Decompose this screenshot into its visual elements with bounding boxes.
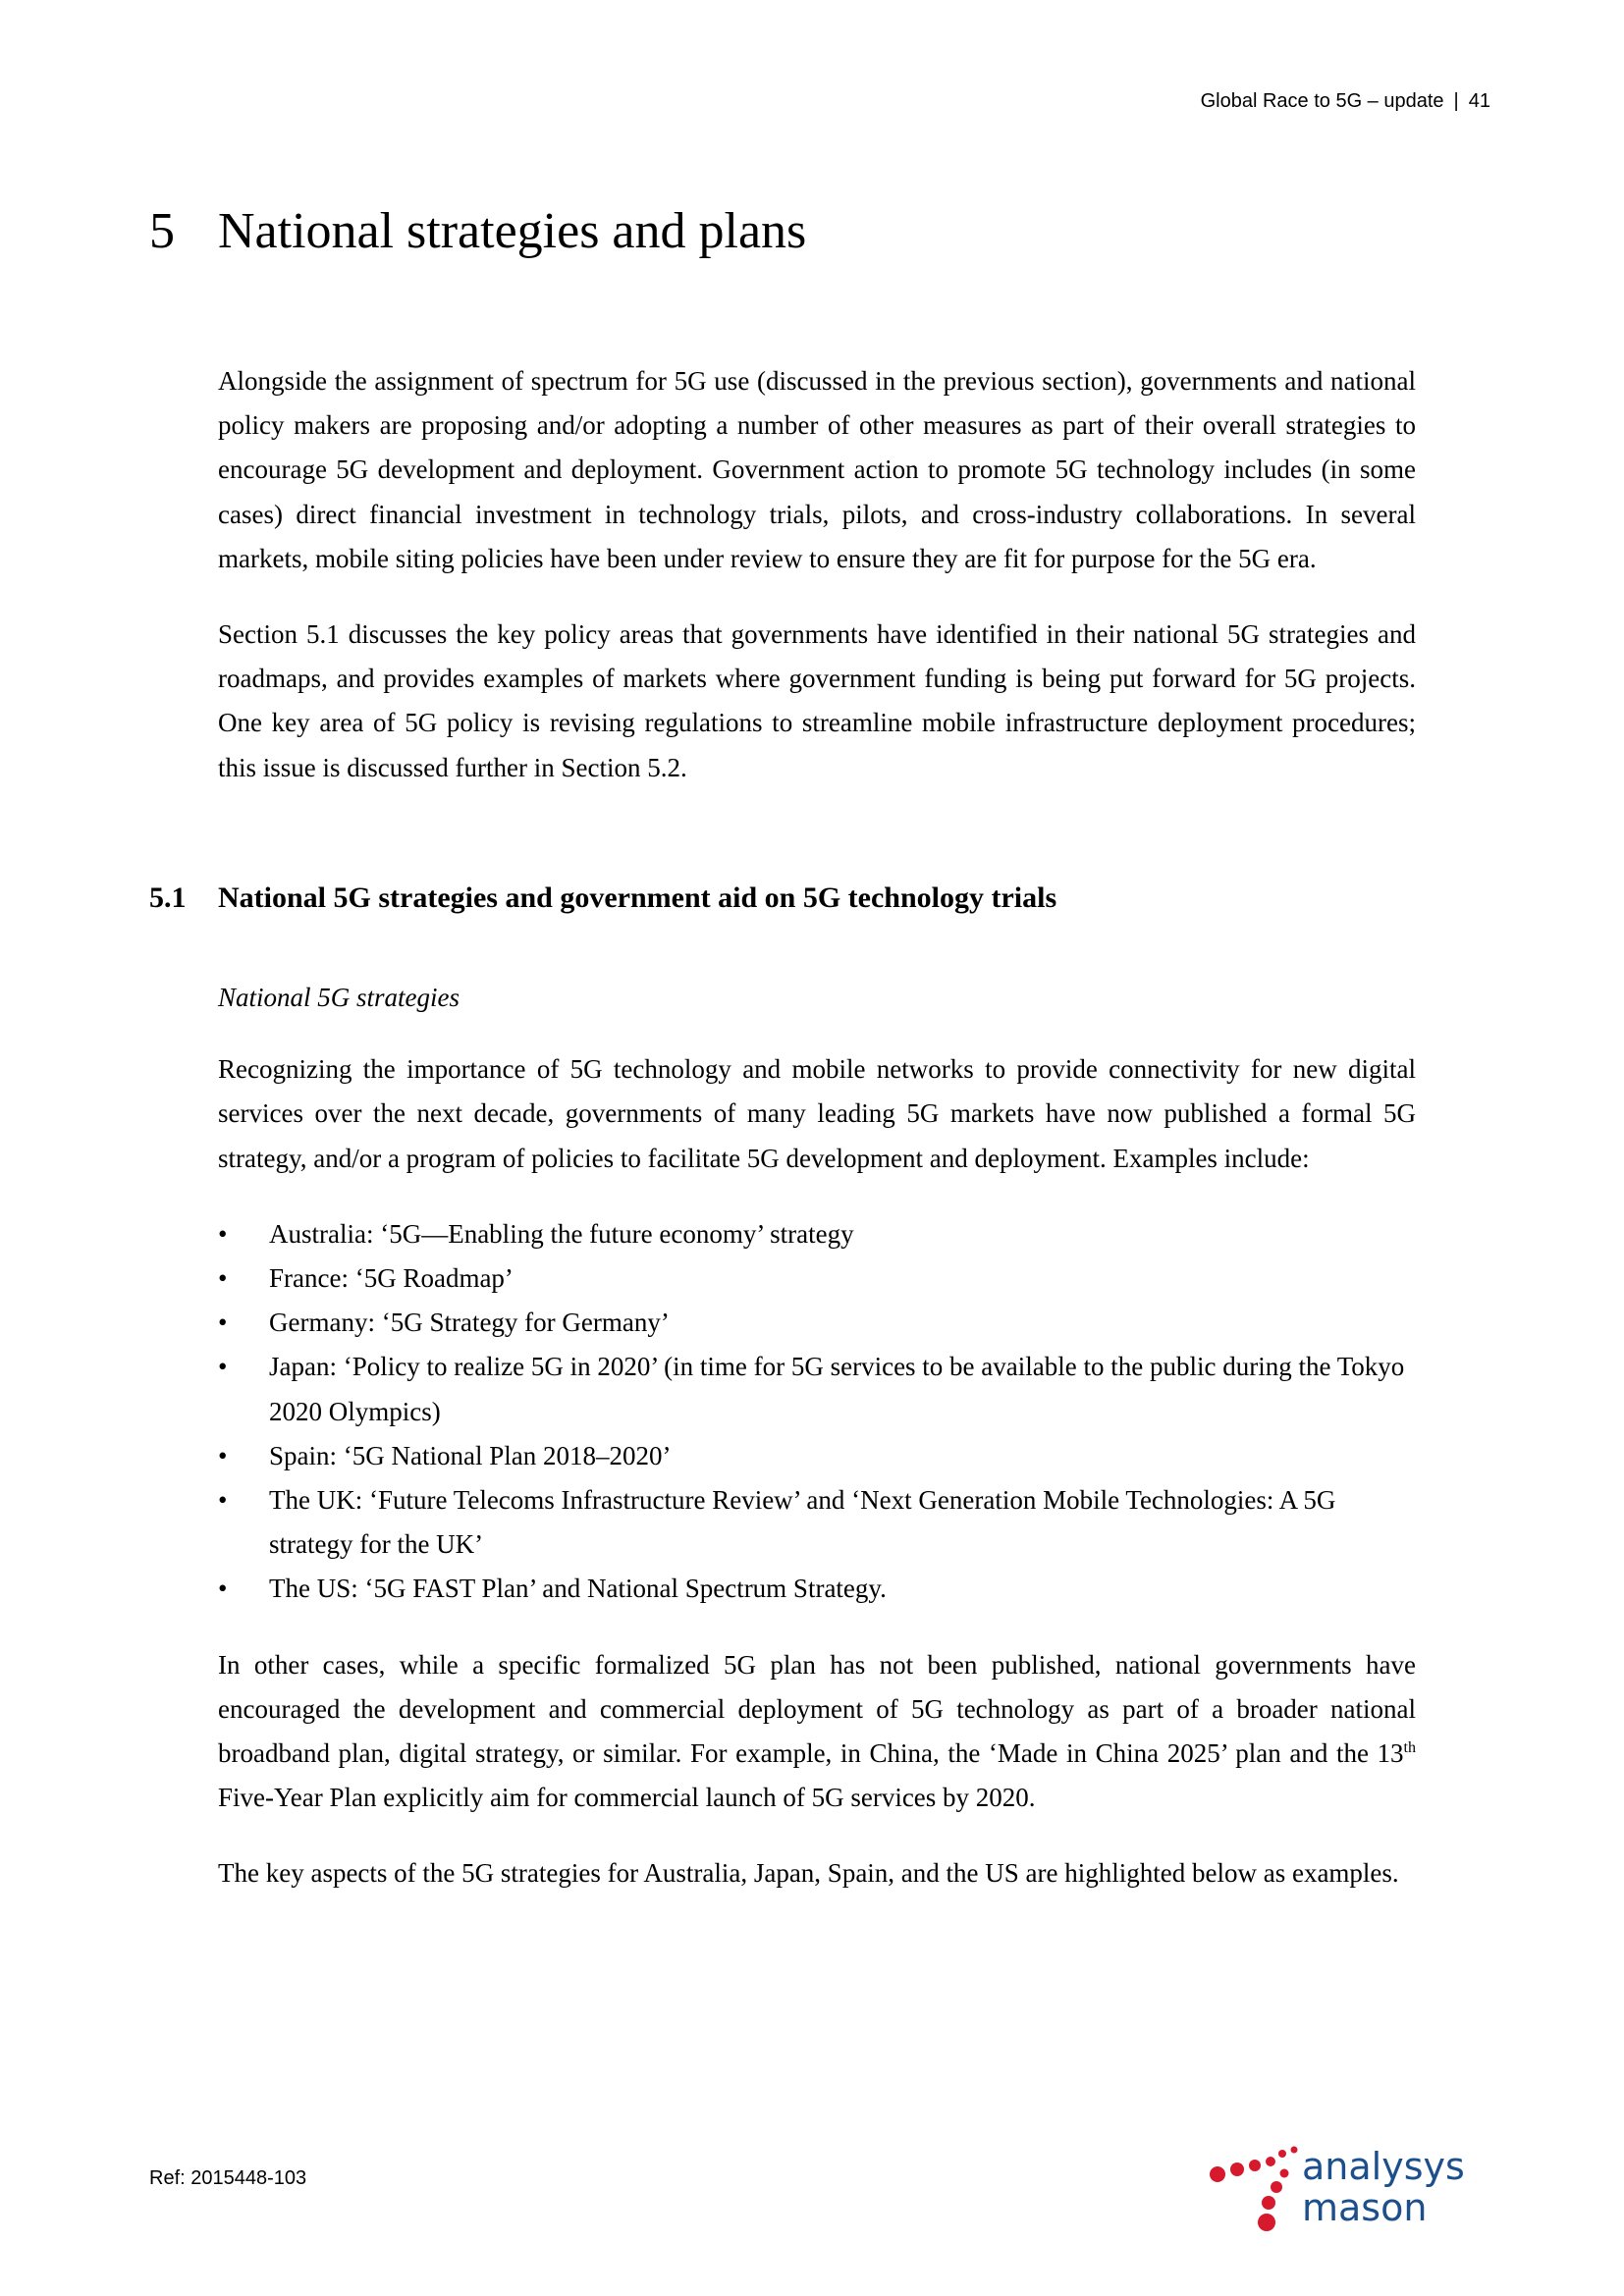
list-item — [218, 1434, 1416, 1478]
bullet-icon: • — [218, 1574, 228, 1604]
header-title: Global Race to 5G – update — [1200, 90, 1444, 112]
bullet-icon: • — [218, 1352, 228, 1382]
bullet-icon: • — [218, 1485, 228, 1516]
section-title: National 5G strategies and government aid on 5G technology trials — [218, 881, 1057, 914]
header-separator: | — [1453, 90, 1459, 112]
intro-section — [218, 359, 1416, 822]
logo-wordmark — [1302, 2146, 1465, 2228]
list-item — [218, 1301, 1416, 1345]
other-cases-text: In other cases, while a specific formalized 5G plan has not been published, national governments have encouraged the development and commercial deployment of 5G technology as part of a broader national broadband plan, digital strategy, or similar. For example, in China, the ‘Made in China 2025’ plan and the 13 — [218, 1649, 1416, 1769]
paragraph-closing: The key aspects of the 5G strategies for Australia, Japan, Spain, and the US are highlighted below as examples. — [218, 1858, 1399, 1889]
list-item-text: The US: ‘5G FAST Plan’ and National Spectrum Strategy. — [269, 1574, 887, 1604]
bullet-icon: • — [218, 1308, 228, 1338]
list-item — [218, 1478, 1416, 1567]
section-body — [218, 976, 1416, 1928]
list-item — [218, 1256, 1416, 1301]
bullet-icon: • — [218, 1218, 228, 1249]
list-item-text: Spain: ‘5G National Plan 2018–2020’ — [269, 1440, 672, 1470]
running-header — [1201, 90, 1490, 113]
page-number: 41 — [1468, 90, 1490, 112]
section-number: 5.1 — [149, 881, 187, 914]
chapter-number: 5 — [149, 203, 175, 259]
list-item — [218, 1567, 1416, 1611]
list-item-text: France: ‘5G Roadmap’ — [269, 1263, 514, 1294]
other-cases-text-end: Five-Year Plan explicitly aim for commercial launch of 5G services by 2020. — [218, 1783, 1036, 1813]
list-item-text: Japan: ‘Policy to realize 5G in 2020’ (in time for 5G services to be available to the public during the Tokyo 2020 Olympics) — [269, 1352, 1405, 1426]
footer-reference: Ref: 2015448-103 — [149, 2167, 307, 2189]
intro-paragraph-2: Section 5.1 discusses the key policy areas that governments have identified in their national 5G strategies and roadmaps, and provides examples of markets where government funding is being put forward for 5G projects. One key area of 5G policy is revising regulations to streamline mobile infrastructure deployment procedures; this issue is discussed further in Section 5.2. — [218, 619, 1416, 782]
paragraph-before-list: Recognizing the importance of 5G technology and mobile networks to provide connectivity for new digital services over the next decade, governments of many leading 5G markets have now published a formal 5G strategy, and/or a program of policies to facilitate 5G development and deployment. Examples include: — [218, 1054, 1416, 1173]
logo-line-1: analysys — [1302, 2145, 1465, 2188]
logo-dots-icon — [1210, 2147, 1298, 2232]
paragraph-other-cases — [218, 1643, 1416, 1821]
subheading: National 5G strategies — [218, 983, 460, 1012]
list-item-text: Australia: ‘5G—Enabling the future economy’ strategy — [269, 1218, 854, 1249]
ordinal-superscript: th — [1403, 1739, 1416, 1757]
list-item — [218, 1212, 1416, 1256]
strategy-list — [218, 1212, 1416, 1612]
bullet-icon: • — [218, 1263, 228, 1294]
list-item — [218, 1345, 1416, 1433]
section-heading — [149, 881, 1056, 915]
list-item-text: Germany: ‘5G Strategy for Germany’ — [269, 1308, 670, 1338]
chapter-title — [149, 202, 806, 260]
list-item-text: The UK: ‘Future Telecoms Infrastructure Review’ and ‘Next Generation Mobile Technologies: A 5G strategy for the UK’ — [269, 1485, 1336, 1560]
bullet-icon: • — [218, 1440, 228, 1470]
chapter-title-text: National strategies and plans — [218, 203, 807, 259]
intro-paragraph-1: Alongside the assignment of spectrum for 5G use (discussed in the previous section), governments and national policy makers are proposing and/or adopting a number of other measures as part of their overall strategies to encourage 5G development and deployment. Government action to promote 5G technology includes (in some cases) direct financial investment in technology trials, pilots, and cross-industry collaborations. In several markets, mobile siting policies have been under review to ensure they are fit for purpose for the 5G era. — [218, 366, 1416, 573]
logo-line-2: mason — [1302, 2186, 1428, 2229]
